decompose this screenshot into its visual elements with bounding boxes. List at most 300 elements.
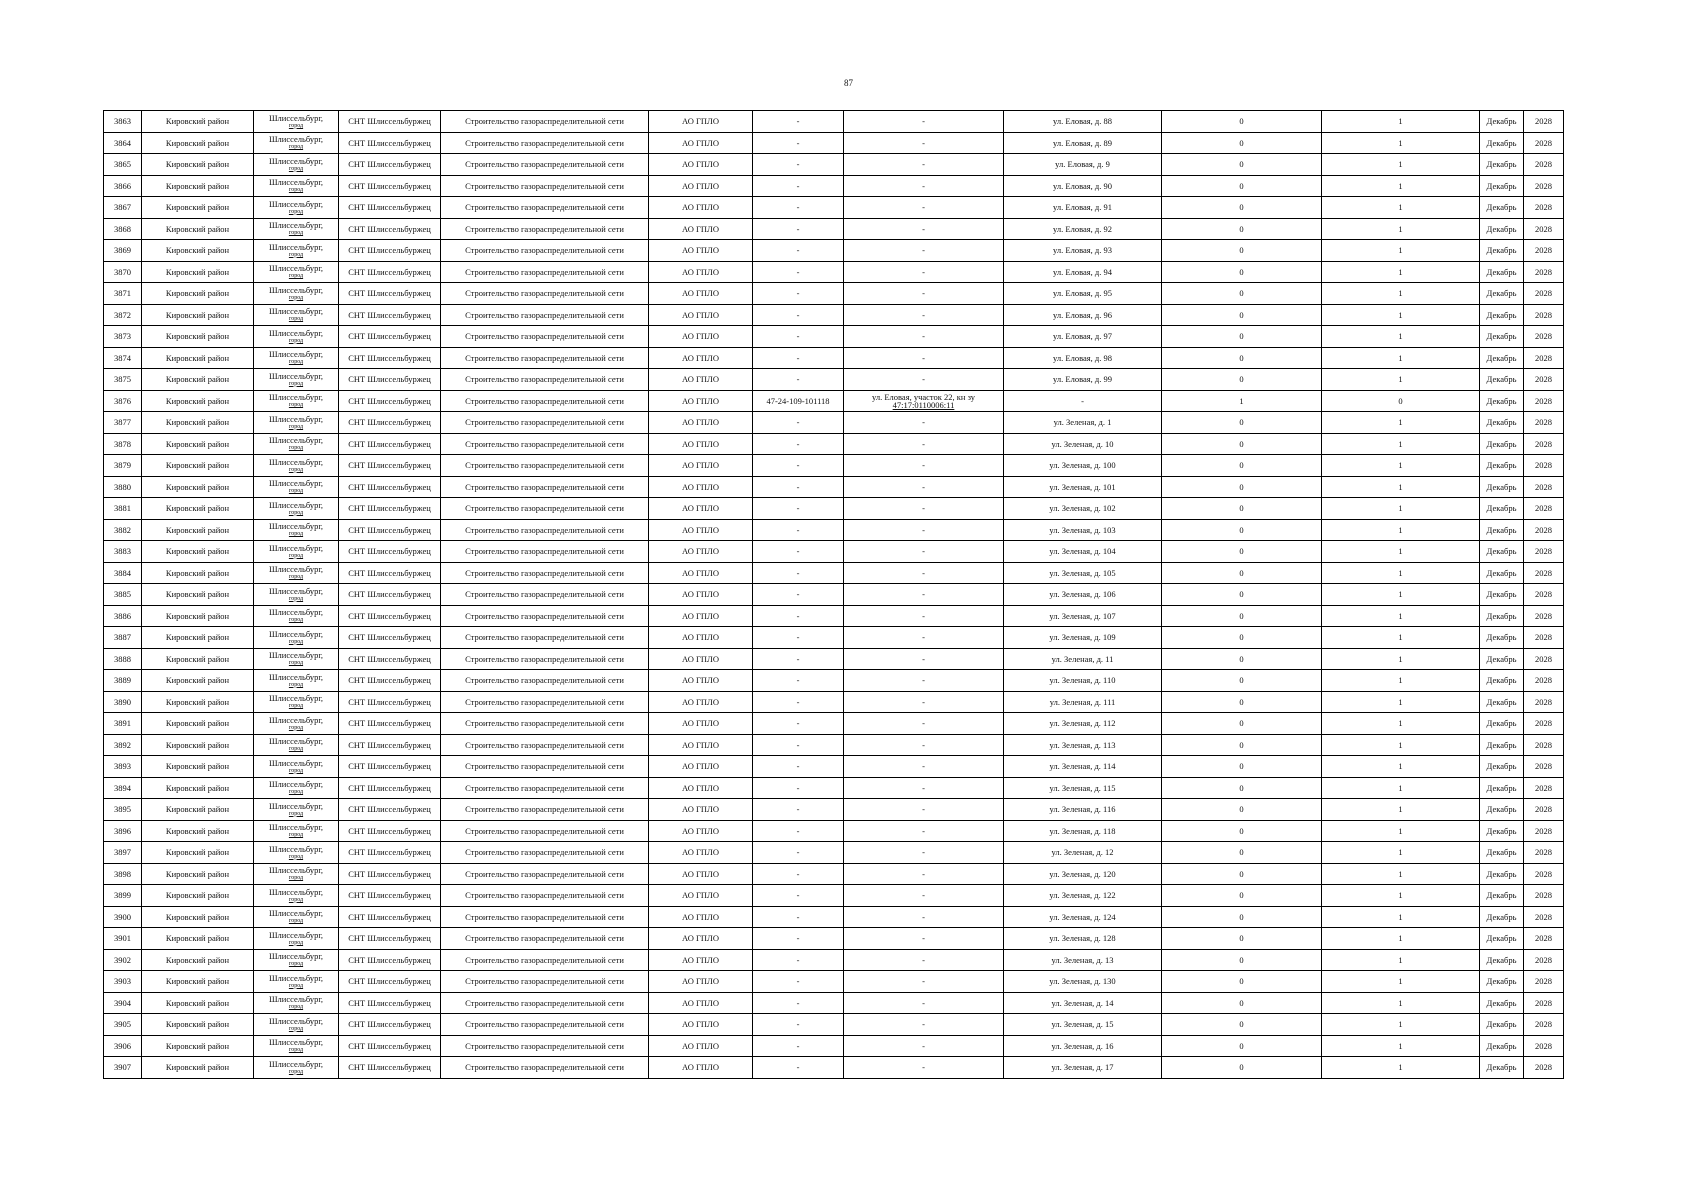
table-row xyxy=(104,584,1564,606)
settlement-name: Шлиссельбург, xyxy=(268,736,324,747)
plot-description-cell: - xyxy=(844,175,1004,197)
snt-cell: СНТ Шлиссельбуржец xyxy=(339,605,441,627)
value-a-cell: 0 xyxy=(1162,175,1322,197)
month-cell: Декабрь xyxy=(1480,1057,1524,1079)
table-row xyxy=(104,541,1564,563)
settlement-cell xyxy=(254,412,339,434)
work-type-cell: Строительство газораспределительной сети xyxy=(441,691,649,713)
cadastral-code-cell: - xyxy=(753,369,844,391)
value-a-cell: 0 xyxy=(1162,433,1322,455)
year-cell: 2028 xyxy=(1524,799,1564,821)
address-cell: ул. Зеленая, д. 14 xyxy=(1004,992,1162,1014)
settlement-type: город xyxy=(288,380,304,387)
year-cell: 2028 xyxy=(1524,369,1564,391)
table-row xyxy=(104,670,1564,692)
year-cell: 2028 xyxy=(1524,175,1564,197)
plot-description-cell: - xyxy=(844,992,1004,1014)
settlement-name: Шлиссельбург, xyxy=(268,757,324,768)
cadastral-code-cell: - xyxy=(753,648,844,670)
value-a-cell: 0 xyxy=(1162,605,1322,627)
address-cell: ул. Зеленая, д. 112 xyxy=(1004,713,1162,735)
value-b-cell: 1 xyxy=(1322,820,1480,842)
address-cell: ул. Зеленая, д. 113 xyxy=(1004,734,1162,756)
year-cell: 2028 xyxy=(1524,885,1564,907)
plot-description-cell: - xyxy=(844,132,1004,154)
value-a-cell: 0 xyxy=(1162,1035,1322,1057)
month-cell: Декабрь xyxy=(1480,519,1524,541)
plot-description-cell: - xyxy=(844,584,1004,606)
settlement-cell xyxy=(254,283,339,305)
year-cell: 2028 xyxy=(1524,304,1564,326)
plot-description-cell xyxy=(844,390,1004,412)
year-cell: 2028 xyxy=(1524,863,1564,885)
value-a-cell: 0 xyxy=(1162,820,1322,842)
month-cell: Декабрь xyxy=(1480,842,1524,864)
settlement-name: Шлиссельбург, xyxy=(268,886,324,897)
organization-cell: АО ГПЛО xyxy=(649,713,753,735)
snt-cell: СНТ Шлиссельбуржец xyxy=(339,863,441,885)
district-cell: Кировский район xyxy=(142,111,254,133)
organization-cell: АО ГПЛО xyxy=(649,455,753,477)
settlement-name: Шлиссельбург, xyxy=(268,456,324,467)
year-cell: 2028 xyxy=(1524,197,1564,219)
snt-cell: СНТ Шлиссельбуржец xyxy=(339,562,441,584)
snt-cell: СНТ Шлиссельбуржец xyxy=(339,541,441,563)
organization-cell: АО ГПЛО xyxy=(649,992,753,1014)
month-cell: Декабрь xyxy=(1480,584,1524,606)
district-cell: Кировский район xyxy=(142,519,254,541)
settlement-name: Шлиссельбург, xyxy=(268,349,324,360)
address-cell: ул. Еловая, д. 9 xyxy=(1004,154,1162,176)
row-number-cell: 3906 xyxy=(104,1035,142,1057)
snt-cell: СНТ Шлиссельбуржец xyxy=(339,218,441,240)
value-b-cell: 1 xyxy=(1322,175,1480,197)
plot-description-cell: - xyxy=(844,304,1004,326)
settlement-cell xyxy=(254,842,339,864)
organization-cell: АО ГПЛО xyxy=(649,390,753,412)
row-number-cell: 3874 xyxy=(104,347,142,369)
settlement-name: Шлиссельбург, xyxy=(268,1015,324,1026)
snt-cell: СНТ Шлиссельбуржец xyxy=(339,132,441,154)
month-cell: Декабрь xyxy=(1480,648,1524,670)
settlement-type: город xyxy=(288,445,304,452)
work-type-cell: Строительство газораспределительной сети xyxy=(441,605,649,627)
settlement-type: город xyxy=(288,810,304,817)
year-cell: 2028 xyxy=(1524,519,1564,541)
month-cell: Декабрь xyxy=(1480,756,1524,778)
table-row xyxy=(104,304,1564,326)
year-cell: 2028 xyxy=(1524,605,1564,627)
month-cell: Декабрь xyxy=(1480,261,1524,283)
district-cell: Кировский район xyxy=(142,691,254,713)
organization-cell: АО ГПЛО xyxy=(649,541,753,563)
settlement-type: город xyxy=(288,122,304,129)
cadastral-code-cell: - xyxy=(753,433,844,455)
value-a-cell: 0 xyxy=(1162,519,1322,541)
value-b-cell: 1 xyxy=(1322,906,1480,928)
cadastral-code-cell: - xyxy=(753,455,844,477)
table-row xyxy=(104,476,1564,498)
row-number-cell: 3886 xyxy=(104,605,142,627)
cadastral-code-cell: - xyxy=(753,218,844,240)
work-type-cell: Строительство газораспределительной сети xyxy=(441,218,649,240)
value-b-cell: 1 xyxy=(1322,326,1480,348)
organization-cell: АО ГПЛО xyxy=(649,777,753,799)
work-type-cell: Строительство газораспределительной сети xyxy=(441,390,649,412)
address-cell: ул. Зеленая, д. 116 xyxy=(1004,799,1162,821)
cadastral-code-cell: - xyxy=(753,928,844,950)
value-b-cell: 1 xyxy=(1322,842,1480,864)
plot-description-cell: - xyxy=(844,455,1004,477)
value-b-cell: 1 xyxy=(1322,519,1480,541)
settlement-type: город xyxy=(288,337,304,344)
month-cell: Декабрь xyxy=(1480,734,1524,756)
snt-cell: СНТ Шлиссельбуржец xyxy=(339,111,441,133)
district-cell: Кировский район xyxy=(142,799,254,821)
row-number-cell: 3879 xyxy=(104,455,142,477)
value-a-cell: 0 xyxy=(1162,283,1322,305)
settlement-cell xyxy=(254,627,339,649)
district-cell: Кировский район xyxy=(142,713,254,735)
month-cell: Декабрь xyxy=(1480,132,1524,154)
table-row xyxy=(104,498,1564,520)
work-type-cell: Строительство газораспределительной сети xyxy=(441,777,649,799)
table-row xyxy=(104,261,1564,283)
month-cell: Декабрь xyxy=(1480,777,1524,799)
snt-cell: СНТ Шлиссельбуржец xyxy=(339,498,441,520)
district-cell: Кировский район xyxy=(142,498,254,520)
organization-cell: АО ГПЛО xyxy=(649,863,753,885)
settlement-name: Шлиссельбург, xyxy=(268,822,324,833)
cadastral-code-cell: - xyxy=(753,799,844,821)
work-type-cell: Строительство газораспределительной сети xyxy=(441,433,649,455)
address-cell: - xyxy=(1004,390,1162,412)
table-row xyxy=(104,777,1564,799)
address-cell: ул. Еловая, д. 98 xyxy=(1004,347,1162,369)
cadastral-code-cell: - xyxy=(753,670,844,692)
settlement-cell xyxy=(254,326,339,348)
plot-description-cell: - xyxy=(844,240,1004,262)
work-type-cell: Строительство газораспределительной сети xyxy=(441,820,649,842)
snt-cell: СНТ Шлиссельбуржец xyxy=(339,390,441,412)
organization-cell: АО ГПЛО xyxy=(649,218,753,240)
settlement-type: город xyxy=(288,1025,304,1032)
district-cell: Кировский район xyxy=(142,584,254,606)
cadastral-code-cell: - xyxy=(753,756,844,778)
month-cell: Декабрь xyxy=(1480,562,1524,584)
table-row xyxy=(104,992,1564,1014)
year-cell: 2028 xyxy=(1524,283,1564,305)
district-cell: Кировский район xyxy=(142,132,254,154)
value-a-cell: 0 xyxy=(1162,885,1322,907)
value-a-cell: 0 xyxy=(1162,928,1322,950)
value-b-cell: 1 xyxy=(1322,541,1480,563)
district-cell: Кировский район xyxy=(142,820,254,842)
year-cell: 2028 xyxy=(1524,713,1564,735)
work-type-cell: Строительство газораспределительной сети xyxy=(441,627,649,649)
cadastral-code-cell: - xyxy=(753,777,844,799)
value-a-cell: 0 xyxy=(1162,132,1322,154)
snt-cell: СНТ Шлиссельбуржец xyxy=(339,949,441,971)
plot-description-cell: - xyxy=(844,799,1004,821)
year-cell: 2028 xyxy=(1524,648,1564,670)
address-cell: ул. Зеленая, д. 124 xyxy=(1004,906,1162,928)
value-b-cell: 1 xyxy=(1322,949,1480,971)
row-number-cell: 3900 xyxy=(104,906,142,928)
plot-description-cell: - xyxy=(844,1057,1004,1079)
district-cell: Кировский район xyxy=(142,648,254,670)
row-number-cell: 3904 xyxy=(104,992,142,1014)
settlement-cell xyxy=(254,240,339,262)
snt-cell: СНТ Шлиссельбуржец xyxy=(339,906,441,928)
settlement-type: город xyxy=(288,187,304,194)
value-a-cell: 0 xyxy=(1162,777,1322,799)
settlement-cell xyxy=(254,605,339,627)
settlement-name: Шлиссельбург, xyxy=(268,241,324,252)
settlement-cell xyxy=(254,519,339,541)
row-number-cell: 3890 xyxy=(104,691,142,713)
district-cell: Кировский район xyxy=(142,154,254,176)
address-cell: ул. Еловая, д. 99 xyxy=(1004,369,1162,391)
organization-cell: АО ГПЛО xyxy=(649,906,753,928)
plot-description-cell: - xyxy=(844,261,1004,283)
settlement-cell xyxy=(254,347,339,369)
work-type-cell: Строительство газораспределительной сети xyxy=(441,175,649,197)
cadastral-code-cell: - xyxy=(753,906,844,928)
value-b-cell: 1 xyxy=(1322,1035,1480,1057)
value-a-cell: 0 xyxy=(1162,455,1322,477)
settlement-name: Шлиссельбург, xyxy=(268,306,324,317)
organization-cell: АО ГПЛО xyxy=(649,605,753,627)
value-a-cell: 0 xyxy=(1162,347,1322,369)
year-cell: 2028 xyxy=(1524,261,1564,283)
settlement-name: Шлиссельбург, xyxy=(268,671,324,682)
snt-cell: СНТ Шлиссельбуржец xyxy=(339,175,441,197)
settlement-type: город xyxy=(288,767,304,774)
settlement-type: город xyxy=(288,531,304,538)
year-cell: 2028 xyxy=(1524,928,1564,950)
value-a-cell: 0 xyxy=(1162,863,1322,885)
snt-cell: СНТ Шлиссельбуржец xyxy=(339,928,441,950)
value-b-cell: 1 xyxy=(1322,283,1480,305)
value-a-cell: 0 xyxy=(1162,304,1322,326)
table-row xyxy=(104,906,1564,928)
snt-cell: СНТ Шлиссельбуржец xyxy=(339,713,441,735)
month-cell: Декабрь xyxy=(1480,240,1524,262)
organization-cell: АО ГПЛО xyxy=(649,928,753,950)
table-row xyxy=(104,605,1564,627)
month-cell: Декабрь xyxy=(1480,713,1524,735)
table-row xyxy=(104,390,1564,412)
snt-cell: СНТ Шлиссельбуржец xyxy=(339,433,441,455)
settlement-type: город xyxy=(288,1004,304,1011)
work-type-cell: Строительство газораспределительной сети xyxy=(441,347,649,369)
work-type-cell: Строительство газораспределительной сети xyxy=(441,863,649,885)
address-cell: ул. Еловая, д. 92 xyxy=(1004,218,1162,240)
snt-cell: СНТ Шлиссельбуржец xyxy=(339,519,441,541)
settlement-type: город xyxy=(288,982,304,989)
organization-cell: АО ГПЛО xyxy=(649,175,753,197)
value-b-cell: 0 xyxy=(1322,390,1480,412)
settlement-cell xyxy=(254,369,339,391)
month-cell: Декабрь xyxy=(1480,390,1524,412)
value-a-cell: 0 xyxy=(1162,412,1322,434)
work-type-cell: Строительство газораспределительной сети xyxy=(441,197,649,219)
settlement-name: Шлиссельбург, xyxy=(268,284,324,295)
value-a-cell: 0 xyxy=(1162,627,1322,649)
year-cell: 2028 xyxy=(1524,1057,1564,1079)
plot-description-cell: - xyxy=(844,648,1004,670)
month-cell: Декабрь xyxy=(1480,906,1524,928)
organization-cell: АО ГПЛО xyxy=(649,1057,753,1079)
settlement-type: город xyxy=(288,896,304,903)
plot-description-cell: - xyxy=(844,218,1004,240)
cadastral-code-cell: - xyxy=(753,992,844,1014)
plot-description-cell: - xyxy=(844,412,1004,434)
value-b-cell: 1 xyxy=(1322,648,1480,670)
cadastral-code-cell: - xyxy=(753,347,844,369)
district-cell: Кировский район xyxy=(142,240,254,262)
cadastral-code-cell: - xyxy=(753,476,844,498)
work-type-cell: Строительство газораспределительной сети xyxy=(441,111,649,133)
value-b-cell: 1 xyxy=(1322,412,1480,434)
settlement-name: Шлиссельбург, xyxy=(268,220,324,231)
year-cell: 2028 xyxy=(1524,691,1564,713)
organization-cell: АО ГПЛО xyxy=(649,369,753,391)
cadastral-code-cell: - xyxy=(753,734,844,756)
value-a-cell: 0 xyxy=(1162,154,1322,176)
organization-cell: АО ГПЛО xyxy=(649,154,753,176)
cadastral-code-cell: - xyxy=(753,713,844,735)
row-number-cell: 3897 xyxy=(104,842,142,864)
cadastral-code-cell: - xyxy=(753,584,844,606)
settlement-name: Шлиссельбург, xyxy=(268,478,324,489)
month-cell: Декабрь xyxy=(1480,949,1524,971)
work-type-cell: Строительство газораспределительной сети xyxy=(441,584,649,606)
settlement-name: Шлиссельбург, xyxy=(268,177,324,188)
year-cell: 2028 xyxy=(1524,111,1564,133)
address-cell: ул. Еловая, д. 91 xyxy=(1004,197,1162,219)
cadastral-number: 47:17:0110006:11 xyxy=(892,399,955,410)
snt-cell: СНТ Шлиссельбуржец xyxy=(339,154,441,176)
year-cell: 2028 xyxy=(1524,584,1564,606)
year-cell: 2028 xyxy=(1524,670,1564,692)
row-number-cell: 3896 xyxy=(104,820,142,842)
district-cell: Кировский район xyxy=(142,756,254,778)
settlement-cell xyxy=(254,648,339,670)
table-row xyxy=(104,519,1564,541)
work-type-cell: Строительство газораспределительной сети xyxy=(441,713,649,735)
address-cell: ул. Зеленая, д. 107 xyxy=(1004,605,1162,627)
row-number-cell: 3870 xyxy=(104,261,142,283)
settlement-name: Шлиссельбург, xyxy=(268,779,324,790)
snt-cell: СНТ Шлиссельбуржец xyxy=(339,691,441,713)
month-cell: Декабрь xyxy=(1480,175,1524,197)
district-cell: Кировский район xyxy=(142,1014,254,1036)
district-cell: Кировский район xyxy=(142,971,254,993)
row-number-cell: 3892 xyxy=(104,734,142,756)
value-a-cell: 0 xyxy=(1162,1057,1322,1079)
row-number-cell: 3864 xyxy=(104,132,142,154)
plot-description-cell: - xyxy=(844,885,1004,907)
month-cell: Декабрь xyxy=(1480,498,1524,520)
value-a-cell: 0 xyxy=(1162,670,1322,692)
plot-description-cell: - xyxy=(844,1035,1004,1057)
table-row xyxy=(104,433,1564,455)
plot-description-cell: - xyxy=(844,562,1004,584)
organization-cell: АО ГПЛО xyxy=(649,326,753,348)
year-cell: 2028 xyxy=(1524,218,1564,240)
month-cell: Декабрь xyxy=(1480,283,1524,305)
snt-cell: СНТ Шлиссельбуржец xyxy=(339,304,441,326)
table-row xyxy=(104,240,1564,262)
settlement-cell xyxy=(254,863,339,885)
address-cell: ул. Зеленая, д. 102 xyxy=(1004,498,1162,520)
year-cell: 2028 xyxy=(1524,433,1564,455)
value-a-cell: 0 xyxy=(1162,584,1322,606)
snt-cell: СНТ Шлиссельбуржец xyxy=(339,584,441,606)
cadastral-code-cell: - xyxy=(753,627,844,649)
snt-cell: СНТ Шлиссельбуржец xyxy=(339,756,441,778)
district-cell: Кировский район xyxy=(142,369,254,391)
settlement-type: город xyxy=(288,617,304,624)
settlement-name: Шлиссельбург, xyxy=(268,263,324,274)
organization-cell: АО ГПЛО xyxy=(649,584,753,606)
settlement-cell xyxy=(254,261,339,283)
organization-cell: АО ГПЛО xyxy=(649,670,753,692)
row-number-cell: 3877 xyxy=(104,412,142,434)
value-a-cell: 0 xyxy=(1162,691,1322,713)
address-cell: ул. Еловая, д. 96 xyxy=(1004,304,1162,326)
settlement-cell xyxy=(254,777,339,799)
table-row xyxy=(104,283,1564,305)
cadastral-code-cell: - xyxy=(753,111,844,133)
settlement-type: город xyxy=(288,939,304,946)
month-cell: Декабрь xyxy=(1480,971,1524,993)
plot-description-cell: - xyxy=(844,627,1004,649)
snt-cell: СНТ Шлиссельбуржец xyxy=(339,799,441,821)
settlement-type: город xyxy=(288,703,304,710)
cadastral-code-cell: - xyxy=(753,1014,844,1036)
settlement-name: Шлиссельбург, xyxy=(268,542,324,553)
table-row xyxy=(104,885,1564,907)
plot-description-cell: - xyxy=(844,949,1004,971)
table-row xyxy=(104,111,1564,133)
year-cell: 2028 xyxy=(1524,992,1564,1014)
address-cell: ул. Зеленая, д. 17 xyxy=(1004,1057,1162,1079)
year-cell: 2028 xyxy=(1524,455,1564,477)
table-row xyxy=(104,928,1564,950)
district-cell: Кировский район xyxy=(142,928,254,950)
plot-description-cell: - xyxy=(844,713,1004,735)
value-a-cell: 0 xyxy=(1162,1014,1322,1036)
plot-description-cell: - xyxy=(844,605,1004,627)
organization-cell: АО ГПЛО xyxy=(649,498,753,520)
settlement-cell xyxy=(254,1057,339,1079)
snt-cell: СНТ Шлиссельбуржец xyxy=(339,326,441,348)
row-number-cell: 3875 xyxy=(104,369,142,391)
month-cell: Декабрь xyxy=(1480,111,1524,133)
work-type-cell: Строительство газораспределительной сети xyxy=(441,992,649,1014)
plot-description-cell: - xyxy=(844,971,1004,993)
table-row xyxy=(104,154,1564,176)
settlement-cell xyxy=(254,154,339,176)
settlement-cell xyxy=(254,304,339,326)
row-number-cell: 3869 xyxy=(104,240,142,262)
settlement-type: город xyxy=(288,144,304,151)
table-body xyxy=(104,111,1564,1079)
snt-cell: СНТ Шлиссельбуржец xyxy=(339,476,441,498)
